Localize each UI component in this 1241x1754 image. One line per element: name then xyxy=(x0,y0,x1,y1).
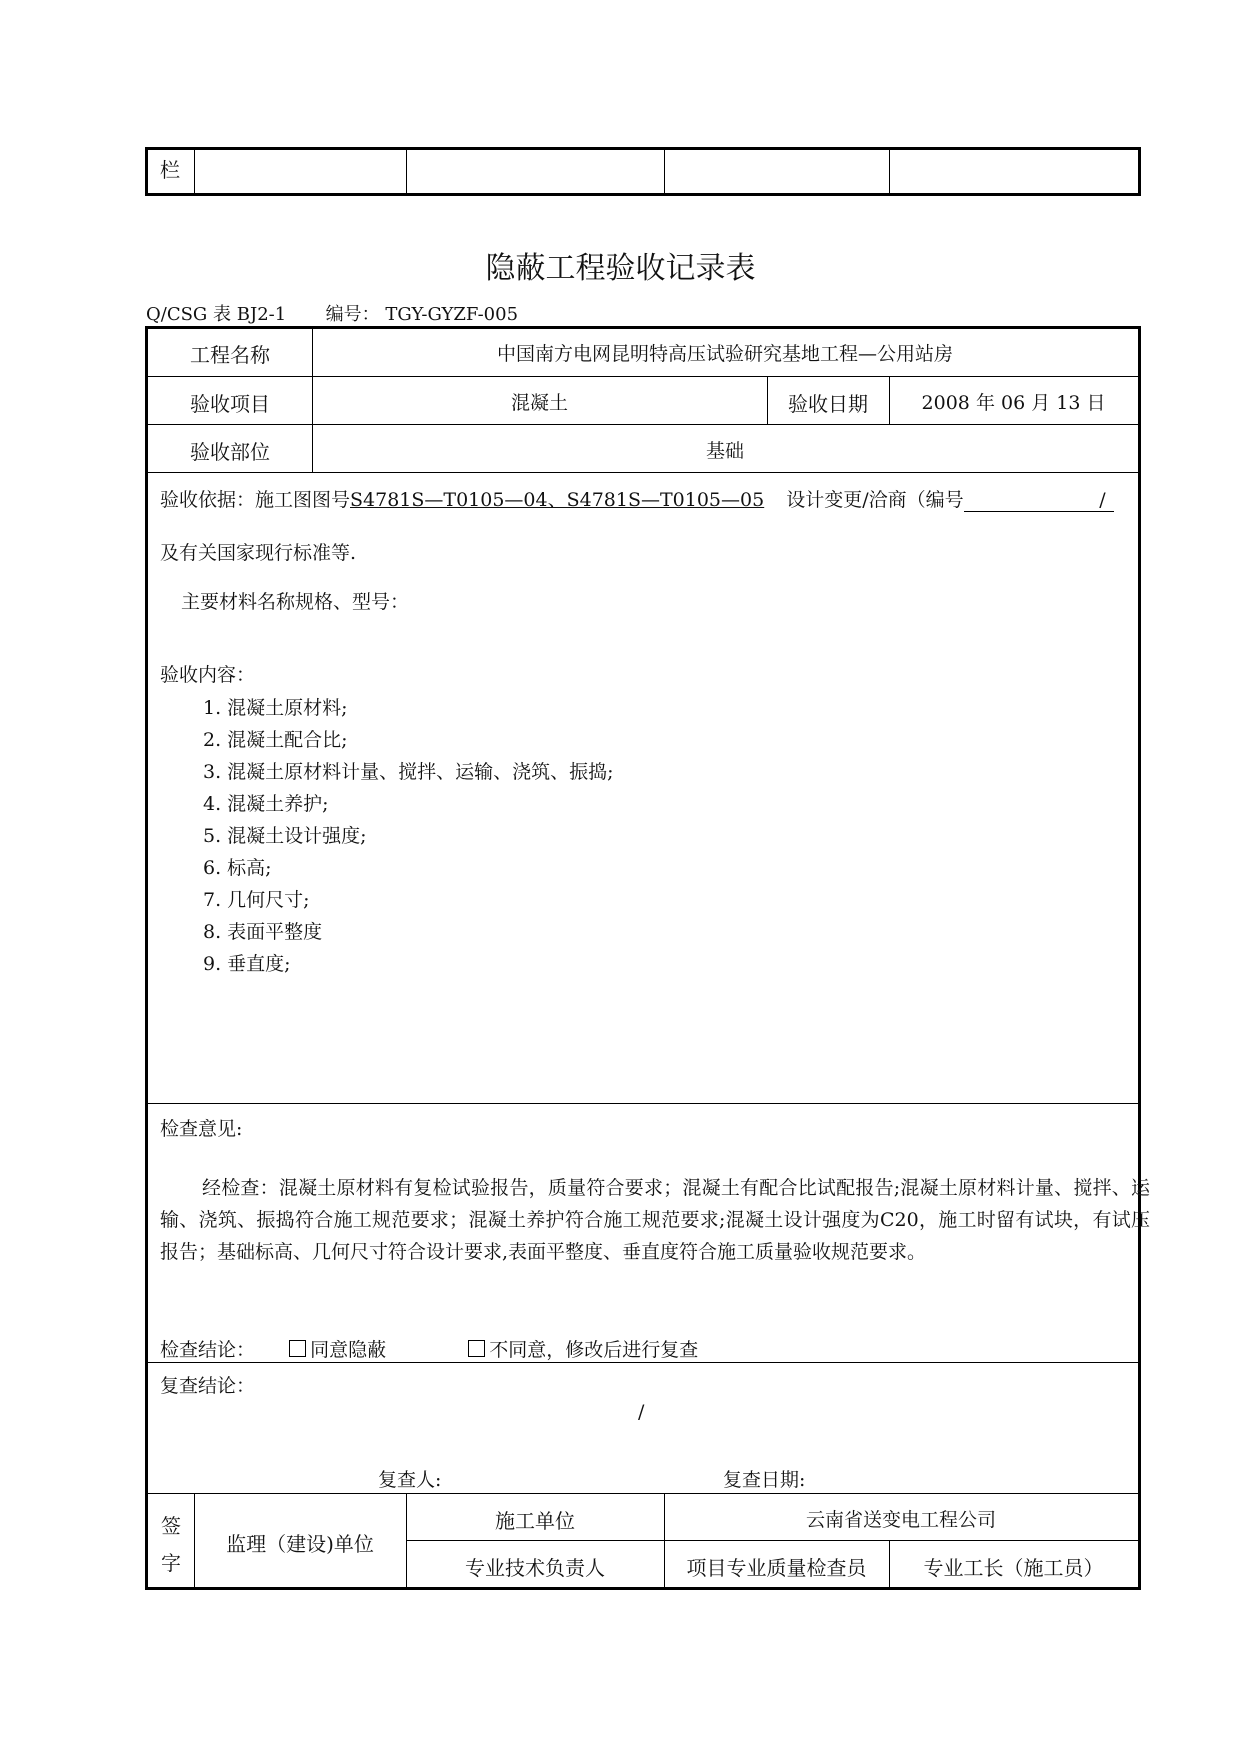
design-change-blank xyxy=(964,491,1114,512)
form-code xyxy=(146,300,518,326)
basis-suffix: 及有关国家现行标准等. xyxy=(160,542,357,564)
design-change-value: / xyxy=(1099,489,1106,511)
project-name-label: 工程名称 xyxy=(190,343,270,367)
sign-label-top: 签 xyxy=(161,1514,181,1538)
content-item: 1. 混凝土原材料; xyxy=(203,697,348,719)
inspection-text: 经检查：混凝土原材料有复检试验报告，质量符合要求；混凝土有配合比试配报告;混凝土原材料计量、搅拌、运输、浇筑、振捣符合施工规范要求；混凝土养护符合施工规范要求;混凝土设计强度为C20，施工时留有试块，有试压报告；基础标高、几何尺寸符合设计要求,表面平整度、垂直度符合施工质量验收规范要求。 xyxy=(160,1177,1150,1263)
recheck-value: / xyxy=(638,1401,645,1423)
inspection-label: 检查意见: xyxy=(160,1118,243,1140)
inspection-date-value: 2008 年 06 月 13 日 xyxy=(921,392,1106,414)
page-title: 隐蔽工程验收记录表 xyxy=(485,251,756,286)
recheck-label: 复查结论： xyxy=(160,1375,256,1397)
construction-company: 云南省送变电工程公司 xyxy=(805,1509,996,1531)
content-item: 3. 混凝土原材料计量、搅拌、运输、浇筑、振捣; xyxy=(203,761,614,783)
foreman-label: 专业工长（施工员） xyxy=(923,1556,1104,1580)
disagree-checkbox[interactable] xyxy=(468,1340,485,1357)
inspection-part-value: 基础 xyxy=(705,440,744,462)
conclusion-label: 检查结论： xyxy=(160,1339,256,1361)
inspection-part-label: 验收部位 xyxy=(190,440,270,464)
tech-lead-label: 专业技术负责人 xyxy=(465,1556,605,1580)
materials-label: 主要材料名称规格、型号： xyxy=(181,591,410,613)
disagree-label: 不同意，修改后进行复查 xyxy=(489,1339,699,1361)
quality-inspector-label: 项目专业质量检查员 xyxy=(686,1556,867,1580)
inspection-item-label: 验收项目 xyxy=(190,392,270,416)
construction-unit-label: 施工单位 xyxy=(495,1509,575,1533)
top-table-cell: 栏 xyxy=(160,158,180,182)
project-name-value: 中国南方电网昆明特高压试验研究基地工程—公用站房 xyxy=(496,343,953,365)
content-item: 2. 混凝土配合比; xyxy=(203,729,348,751)
content-item: 9. 垂直度; xyxy=(203,953,291,975)
drawing-numbers: S4781S—T0105—04、S4781S—T0105—05 xyxy=(350,489,765,511)
form-code-value: Q/CSG 表 BJ2-1 xyxy=(146,304,287,325)
basis-line xyxy=(160,485,1114,512)
number-label: 编号： xyxy=(325,304,380,325)
design-change-label: 设计变更/洽商（编号 xyxy=(786,489,964,511)
recheck-person-label: 复查人: xyxy=(378,1469,442,1491)
agree-checkbox[interactable] xyxy=(289,1340,306,1357)
inspection-date-label: 验收日期 xyxy=(788,392,868,416)
agree-label: 同意隐蔽 xyxy=(310,1339,387,1361)
basis-prefix: 验收依据：施工图图号 xyxy=(160,489,351,511)
content-item: 5. 混凝土设计强度; xyxy=(203,825,367,847)
content-item: 7. 几何尺寸; xyxy=(203,889,310,911)
recheck-date-label: 复查日期: xyxy=(723,1469,806,1491)
sign-label-bottom: 字 xyxy=(161,1551,181,1575)
content-item: 4. 混凝土养护; xyxy=(203,793,329,815)
content-item: 6. 标高; xyxy=(203,857,272,879)
number-value: TGY-GYZF-005 xyxy=(385,304,519,325)
inspection-item-value: 混凝土 xyxy=(510,392,568,414)
conclusion-line xyxy=(160,1335,698,1362)
supervisor-unit-label: 监理（建设)单位 xyxy=(226,1532,374,1556)
content-item: 8. 表面平整度 xyxy=(203,921,323,943)
content-label: 验收内容： xyxy=(160,664,256,686)
